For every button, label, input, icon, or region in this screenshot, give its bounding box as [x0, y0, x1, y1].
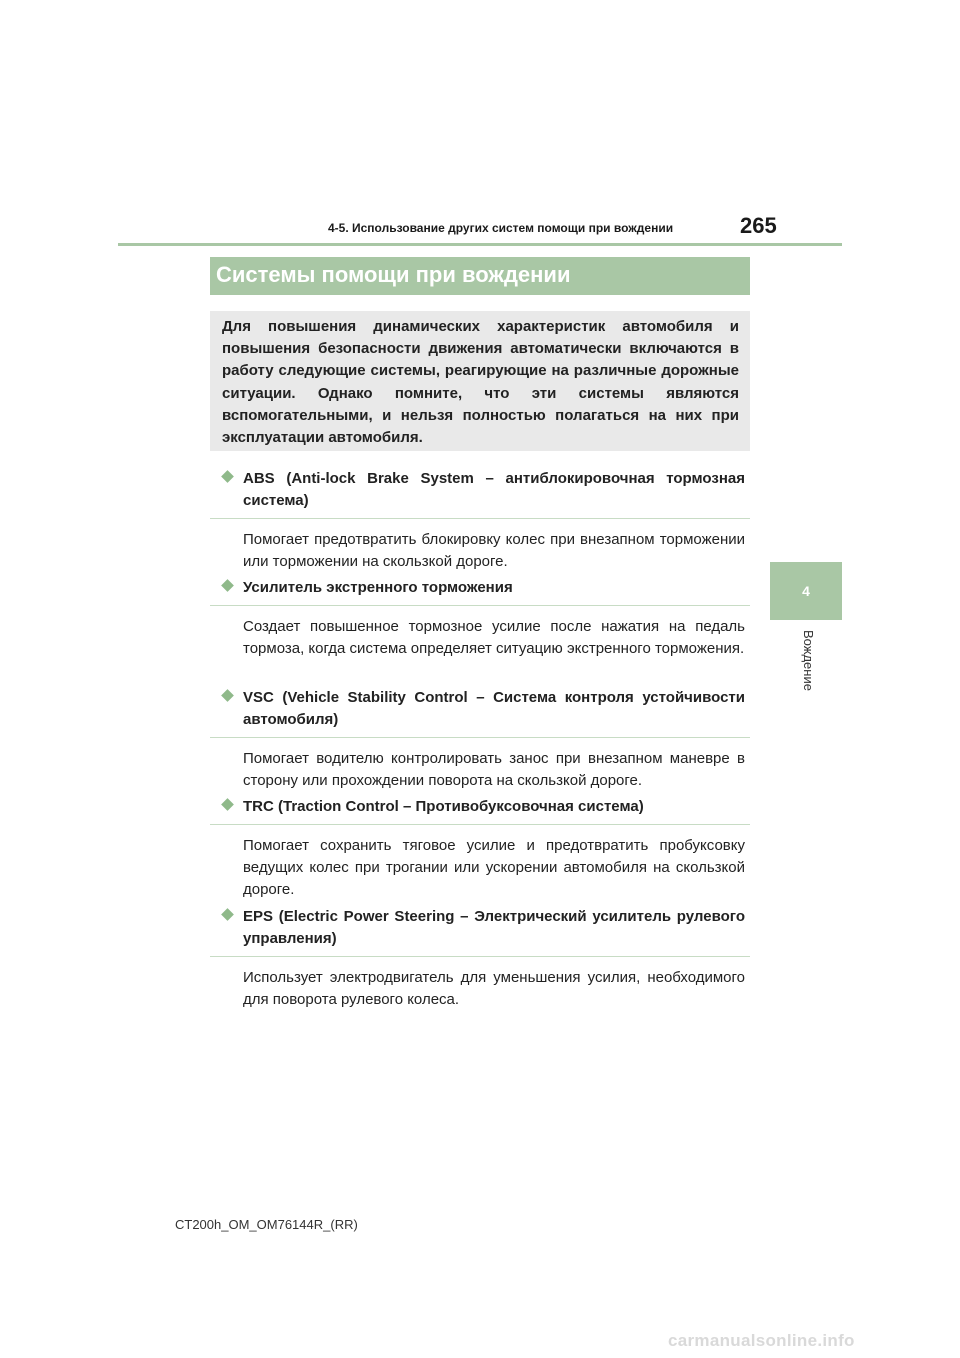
- feature-heading: [210, 906, 750, 957]
- feature-vsc: [210, 687, 750, 792]
- page-number: 265: [740, 213, 777, 238]
- feature-title: VSC (Vehicle Stability Control – Система контроля устойчивости автомобиля): [243, 689, 745, 728]
- feature-description: Использует электродвигатель для уменьшения усилия, необходимого для поворота рулевого колеса.: [243, 969, 745, 1008]
- diamond-bullet-icon: [221, 579, 234, 592]
- feature-heading: [210, 796, 750, 825]
- feature-brake-assist: [210, 577, 750, 660]
- diamond-bullet-icon: [221, 470, 234, 483]
- feature-abs: [210, 468, 750, 573]
- diamond-bullet-icon: [221, 689, 234, 702]
- running-header: 4-5. Использование других систем помощи при вождении: [328, 221, 674, 235]
- feature-heading: [210, 687, 750, 738]
- document-code: CT200h_OM_OM76144R_(RR): [175, 1217, 358, 1232]
- diamond-bullet-icon: [221, 908, 234, 921]
- feature-trc: [210, 796, 750, 901]
- intro-text: Для повышения динамических характеристик автомобиля и повышения безопасности движения автоматически включаются в работу следующие системы, реагирующие на различные дорожные ситуации. Однако помните, что эти системы являются вспомогательными, и нельзя полностью полагаться на них при эксплуатации автомобиля.: [222, 318, 739, 447]
- feature-title: Усилитель экстренного торможения: [243, 579, 513, 596]
- feature-description: Создает повышенное тормозное усилие после нажатия на педаль тормоза, когда система определяет ситуацию экстренного торможения.: [243, 618, 745, 657]
- feature-description: Помогает предотвратить блокировку колес при внезапном торможении или торможении на скользкой дороге.: [243, 531, 745, 570]
- feature-heading: [210, 577, 750, 606]
- chapter-label: Вождение: [801, 630, 816, 691]
- header-divider: [118, 243, 842, 246]
- chapter-number: 4: [802, 583, 810, 599]
- feature-heading: [210, 468, 750, 519]
- feature-eps: [210, 906, 750, 1011]
- diamond-bullet-icon: [221, 798, 234, 811]
- feature-description: Помогает водителю контролировать занос при внезапном маневре в сторону или прохождении поворота на скользкой дороге.: [243, 750, 745, 789]
- section-title: Системы помощи при вождении: [210, 257, 750, 295]
- feature-title: TRC (Traction Control – Противобуксовочная система): [243, 798, 644, 815]
- intro-box: [210, 311, 750, 451]
- feature-description: Помогает сохранить тяговое усилие и предотвратить пробуксовку ведущих колес при трогании или ускорении автомобиля на скользкой дороге.: [243, 837, 745, 898]
- feature-title: ABS (Anti-lock Brake System – антиблокировочная тормозная система): [243, 470, 745, 509]
- chapter-tab: [770, 562, 842, 620]
- feature-title: EPS (Electric Power Steering – Электрический усилитель рулевого управления): [243, 908, 745, 947]
- watermark: carmanualsonline.info: [668, 1331, 855, 1350]
